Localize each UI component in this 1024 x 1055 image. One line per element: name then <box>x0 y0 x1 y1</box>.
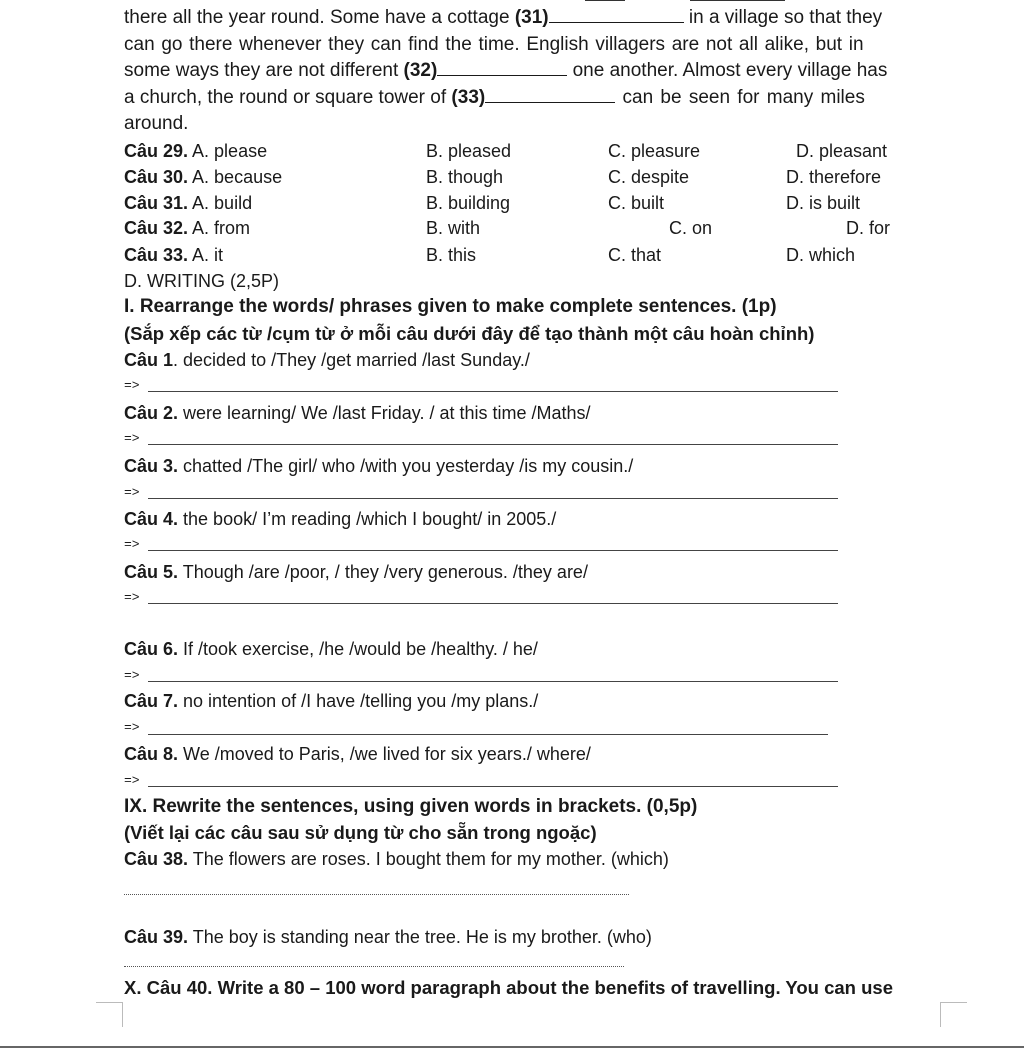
rearrange-item-4: Câu 4. the book/ I’m reading /which I bought/ in 2005./ <box>124 509 557 529</box>
rearrange-item-5: Câu 5. Though /are /poor, / they /very generous. /they are/ <box>124 562 588 582</box>
part1-instructions: (Sắp xếp các từ /cụm từ ở mỗi câu dưới đây để tạo thành một câu hoàn chỉnh) <box>124 323 815 344</box>
answer-arrow: => <box>124 485 140 500</box>
answer-line-5[interactable] <box>148 603 838 604</box>
option-d: D. for <box>846 218 891 238</box>
option-c: C. pleasure <box>608 141 701 161</box>
blank-31 <box>549 6 684 23</box>
passage-line-4: a church, the round or square tower of (33) can be seen for many miles <box>124 87 865 108</box>
page-bottom-edge <box>0 1046 1024 1048</box>
option-b: B. pleased <box>426 141 512 161</box>
option-a: A. because <box>188 167 283 187</box>
blank-32 <box>437 59 567 76</box>
option-c: C. built <box>608 193 665 213</box>
answer-arrow: => <box>124 378 140 393</box>
question-number: Câu 32. <box>124 218 189 238</box>
cutoff-underline-left <box>585 0 625 1</box>
part9-title: IX. Rewrite the sentences, using given words in brackets. (0,5p) <box>124 796 698 817</box>
answer-line-7[interactable] <box>148 734 828 735</box>
margin-corner-right <box>940 1002 967 1027</box>
option-b: B. building <box>426 193 511 213</box>
answer-line-38[interactable] <box>124 894 629 895</box>
option-a: A. from <box>188 218 251 238</box>
option-a: A. it <box>188 245 224 265</box>
answer-arrow: => <box>124 590 140 605</box>
passage-line-3: some ways they are not different (32) one another. Almost every village has <box>124 60 888 81</box>
blank-33 <box>485 86 615 103</box>
answer-line-2[interactable] <box>148 444 838 445</box>
question-number: Câu 31. <box>124 193 189 213</box>
option-a: A. build <box>188 193 253 213</box>
option-d: D. is built <box>786 193 861 213</box>
option-c: C. on <box>669 218 713 238</box>
answer-arrow: => <box>124 668 140 683</box>
answer-line-4[interactable] <box>148 550 838 551</box>
blank-number-33: (33) <box>451 87 486 108</box>
rearrange-item-8: Câu 8. We /moved to Paris, /we lived for six years./ where/ <box>124 744 591 764</box>
passage-line-2: can go there whenever they can find the time. English villagers are not all alike, but in <box>124 34 864 55</box>
part9-instructions: (Viết lại các câu sau sử dụng từ cho sẵn trong ngoặc) <box>124 822 597 843</box>
option-d: D. therefore <box>786 167 882 187</box>
rearrange-item-7: Câu 7. no intention of /I have /telling you /my plans./ <box>124 691 539 711</box>
answer-line-3[interactable] <box>148 498 838 499</box>
answer-arrow: => <box>124 537 140 552</box>
answer-line-1[interactable] <box>148 391 838 392</box>
answer-line-39[interactable] <box>124 966 624 967</box>
option-b: B. with <box>426 218 481 238</box>
answer-arrow: => <box>124 720 140 735</box>
option-d: D. pleasant <box>796 141 888 161</box>
blank-number-31: (31) <box>514 7 549 28</box>
option-d: D. which <box>786 245 856 265</box>
passage-line-5: around. <box>124 113 189 134</box>
part1-title: I. Rearrange the words/ phrases given to make complete sentences. (1p) <box>124 296 777 317</box>
passage-line-1: there all the year round. Some have a cottage (31) in a village so that they <box>124 7 883 28</box>
writing-heading: D. WRITING (2,5P) <box>124 271 280 291</box>
answer-line-8[interactable] <box>148 786 838 787</box>
option-b: B. though <box>426 167 504 187</box>
cutoff-underline-right <box>690 0 785 1</box>
margin-corner-left <box>96 1002 123 1027</box>
question-number: Câu 30. <box>124 167 189 187</box>
rearrange-item-6: Câu 6. If /took exercise, /he /would be /healthy. / he/ <box>124 639 538 659</box>
option-b: B. this <box>426 245 477 265</box>
answer-arrow: => <box>124 773 140 788</box>
answer-line-6[interactable] <box>148 681 838 682</box>
rearrange-item-3: Câu 3. chatted /The girl/ who /with you yesterday /is my cousin./ <box>124 456 634 476</box>
answer-arrow: => <box>124 431 140 446</box>
option-c: C. that <box>608 245 662 265</box>
part10-prompt: X. Câu 40. Write a 80 – 100 word paragraph about the benefits of travelling. You can use <box>124 977 893 998</box>
option-a: A. please <box>188 141 268 161</box>
rearrange-item-2: Câu 2. were learning/ We /last Friday. / at this time /Maths/ <box>124 403 591 423</box>
option-c: C. despite <box>608 167 690 187</box>
blank-number-32: (32) <box>403 60 438 81</box>
question-number: Câu 29. <box>124 141 189 161</box>
rewrite-item-38: Câu 38. The flowers are roses. I bought them for my mother. (which) <box>124 849 669 869</box>
rearrange-item-1: Câu 1. decided to /They /get married /last Sunday./ <box>124 350 530 370</box>
rewrite-item-39: Câu 39. The boy is standing near the tree. He is my brother. (who) <box>124 927 652 947</box>
question-number: Câu 33. <box>124 245 189 265</box>
